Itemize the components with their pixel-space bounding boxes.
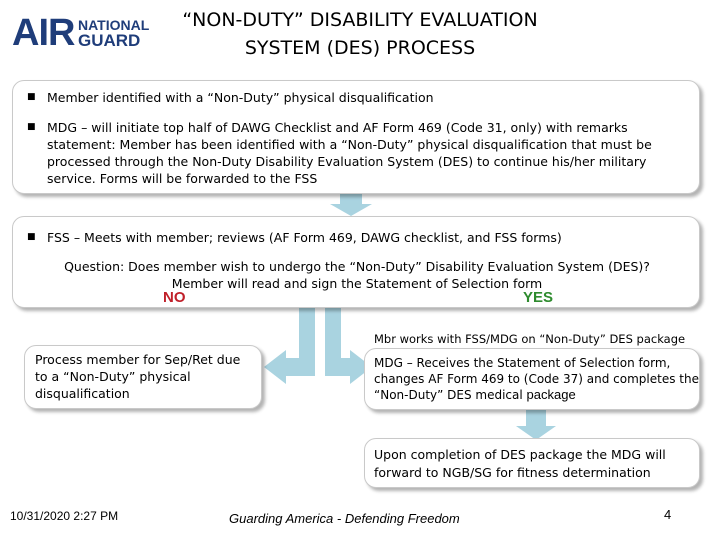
title-line-2: SYSTEM (DES) PROCESS	[244, 37, 476, 59]
bullet-icon: ■	[27, 122, 36, 132]
question-line-1: Question: Does member wish to undergo the “Non-Duty” Disability Evaluation System (DES)?	[64, 259, 650, 274]
page-number: 4	[664, 507, 672, 522]
logo-air-text: AIR	[12, 12, 75, 54]
question-line-2: Member will read and sign the Statement of Selection form	[171, 276, 543, 291]
footer-motto: Guarding America - Defending Freedom	[229, 511, 460, 526]
no-label: NO	[163, 289, 186, 306]
mdg-step-box: ■ Member identified with a “Non-Duty” physical disqualification ■ MDG – will initiate top half of DAWG Checklist and AF Form 469 (Code 31, only) with remarks statement: Member has been identified with a “Non-Duty” physical disqualification that must be processed through the Non-Duty Disability Evaluation System (DES) to continue his/her military service. Forms will be forwarded to the FSS	[12, 80, 700, 194]
yes-label: YES	[523, 289, 554, 306]
logo-national-guard-text: NATIONAL GUARD	[78, 17, 150, 50]
bullet-icon: ■	[27, 232, 36, 242]
fss-step-box: ■ FSS – Meets with member; reviews (AF Form 469, DAWG checklist, and FSS forms) Question: Does member wish to undergo the “Non-Duty” Disability Evaluation System (DES)? Member will read and sign the Statement of Selection form NO YES	[12, 216, 700, 308]
bullet-item-2: ■ MDG – will initiate top half of DAWG Checklist and AF Form 469 (Code 31, only) with remarks statement: Member has been identified with a “Non-Duty” physical disqualification that must be processed through the Non-Duty Disability Evaluation System (DES) to continue his/her military service. Forms will be forwarded to the FSS	[27, 120, 652, 186]
no-arrow-icon	[264, 306, 315, 384]
des-package-label: Mbr works with FSS/MDG on “Non-Duty” DES package	[374, 332, 686, 346]
down-arrow-icon-2	[516, 410, 556, 440]
separation-box: Process member for Sep/Ret due to a “Non-Duty” physical disqualification	[24, 345, 262, 409]
fitness-determination-box: Upon completion of DES package the MDG will forward to NGB/SG for fitness determination	[364, 438, 700, 488]
bullet-icon: ■	[27, 92, 36, 102]
footer-date: 10/31/2020 2:27 PM	[10, 509, 119, 523]
title-line-1: “NON-DUTY” DISABILITY EVALUATION	[182, 9, 538, 31]
mdg-des-box: MDG – Receives the Statement of Selection form, changes AF Form 469 to (Code 37) and completes the “Non-Duty” DES medical package	[364, 348, 700, 410]
